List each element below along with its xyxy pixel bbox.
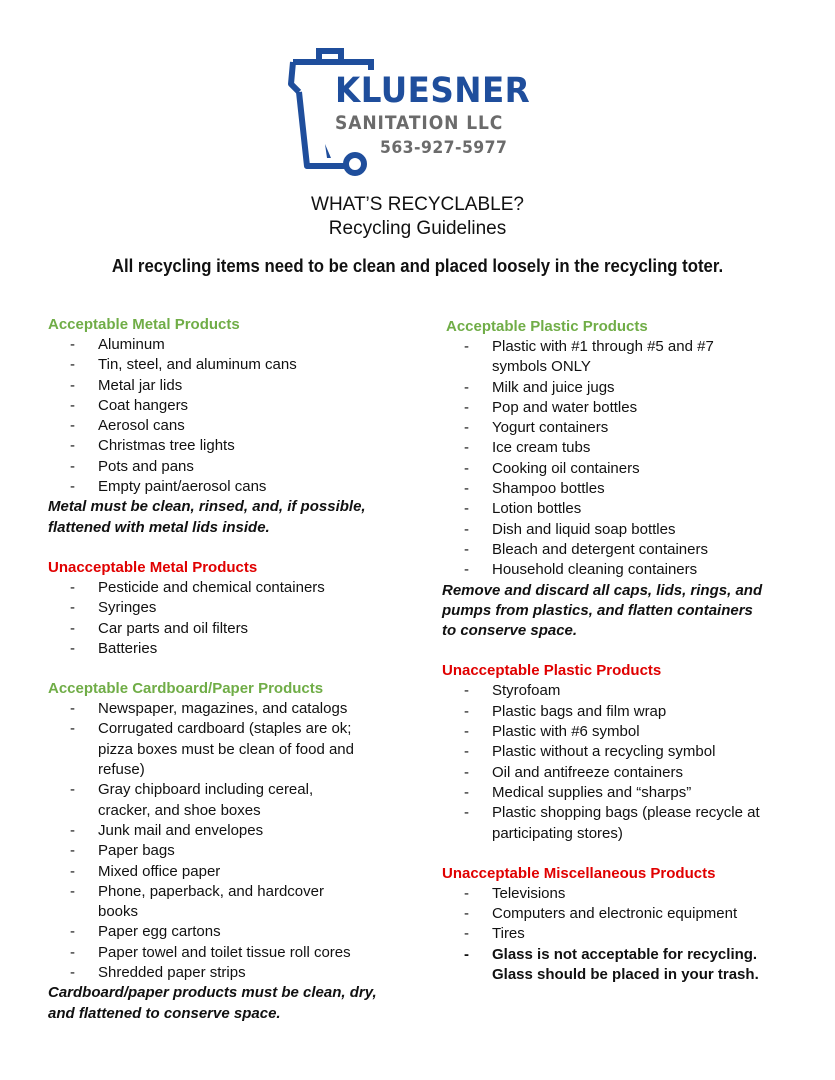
bullet-dash: - xyxy=(70,336,75,353)
list-item: - Plastic with #1 through #5 and #7 symbols ONLY xyxy=(464,338,714,376)
list-item: - Phone, paperback, and hardcover books xyxy=(70,882,324,921)
item-list xyxy=(442,337,832,581)
section-heading: Acceptable Cardboard/Paper Products xyxy=(48,680,324,698)
item-list xyxy=(48,335,438,497)
bullet-dash: - xyxy=(464,459,469,477)
bullet-dash: - xyxy=(464,561,469,579)
list-item: - Pots and pans xyxy=(48,457,438,477)
list-item: - Gray chipboard including cereal, cracker, and shoe boxes xyxy=(70,781,314,819)
bullet-dash: - xyxy=(70,457,75,475)
list-item: - Televisions xyxy=(442,884,832,904)
list-item: - Yogurt containers xyxy=(442,418,832,438)
company-logo xyxy=(287,48,552,176)
section-heading: Unacceptable Metal Products xyxy=(48,558,258,576)
list-item: - Shampoo bottles xyxy=(442,479,832,499)
list-item: - Paper egg cartons xyxy=(48,922,383,942)
list-item: - Mixed office paper xyxy=(48,862,383,882)
bullet-dash: - xyxy=(70,720,75,738)
section-acceptable-paper xyxy=(48,679,438,1024)
list-item: - Syringes xyxy=(48,598,438,618)
list-item: - Pop and water bottles xyxy=(442,398,832,418)
list-item: - Milk and juice jugs xyxy=(442,378,832,398)
bullet-dash: - xyxy=(70,396,75,414)
list-item: - Batteries xyxy=(48,639,438,659)
left-column xyxy=(48,315,438,1024)
section-unacceptable-misc xyxy=(442,864,832,985)
item-list xyxy=(442,681,832,843)
bullet-dash: - xyxy=(464,500,469,518)
list-item: - Computers and electronic equipment xyxy=(442,904,832,924)
list-item-glass-warning: - Glass is not acceptable for recycling. Glass should be placed in your trash. xyxy=(464,945,759,984)
bullet-dash: - xyxy=(70,923,75,941)
bullet-dash: - xyxy=(70,417,75,435)
bullet-dash: - xyxy=(464,763,469,781)
section-unacceptable-plastic xyxy=(442,661,832,843)
bullet-dash: - xyxy=(464,723,469,741)
list-item: - Junk mail and envelopes xyxy=(48,821,383,841)
list-item: - Bleach and detergent containers xyxy=(442,540,832,560)
bullet-dash: - xyxy=(70,478,75,496)
list-item: - Styrofoam xyxy=(442,681,832,701)
company-name: KLUESNER xyxy=(335,71,531,111)
item-list xyxy=(48,699,383,983)
bullet-dash: - xyxy=(464,439,469,457)
section-heading: Acceptable Plastic Products xyxy=(446,318,648,335)
bullet-dash: - xyxy=(70,376,75,394)
bullet-dash: - xyxy=(70,700,75,718)
bullet-dash: - xyxy=(464,945,469,963)
list-item: - Aluminum xyxy=(48,335,438,355)
bullet-dash: - xyxy=(70,356,75,374)
list-item: - Paper bags xyxy=(48,841,383,861)
section-heading: Unacceptable Plastic Products xyxy=(442,662,662,680)
list-item: - Aerosol cans xyxy=(48,416,438,436)
list-item: - Empty paint/aerosol cans xyxy=(48,477,438,497)
bullet-dash: - xyxy=(70,781,75,799)
bullet-dash: - xyxy=(464,520,469,538)
bullet-dash: - xyxy=(70,862,75,880)
list-item: - Tires xyxy=(442,924,832,944)
bullet-dash: - xyxy=(464,905,469,923)
section-acceptable-metal xyxy=(48,315,438,538)
item-list xyxy=(48,578,438,659)
bullet-dash: - xyxy=(464,398,469,416)
page-subtitle: Recycling Guidelines xyxy=(328,218,507,239)
page-title: WHAT’S RECYCLABLE? xyxy=(311,194,524,215)
section-note: Metal must be clean, rinsed, and, if possible, flattened with metal lids inside. xyxy=(48,498,366,536)
bullet-dash: - xyxy=(464,702,469,720)
list-item: - Cooking oil containers xyxy=(442,459,832,479)
bullet-dash: - xyxy=(70,964,75,982)
bullet-dash: - xyxy=(70,437,75,455)
list-item: - Ice cream tubs xyxy=(442,438,832,458)
list-item: - Dish and liquid soap bottles xyxy=(442,520,832,540)
list-item: - Plastic bags and film wrap xyxy=(442,702,832,722)
list-item: - Paper towel and toilet tissue roll cores xyxy=(48,943,383,963)
list-item: - Shredded paper strips xyxy=(48,963,383,983)
section-acceptable-plastic xyxy=(442,317,832,641)
bullet-dash: - xyxy=(464,540,469,558)
list-item: - Christmas tree lights xyxy=(48,436,438,456)
bullet-dash: - xyxy=(70,619,75,637)
section-unacceptable-metal xyxy=(48,558,438,659)
bullet-dash: - xyxy=(464,783,469,801)
bullet-dash: - xyxy=(464,419,469,437)
company-subtitle: SANITATION LLC xyxy=(335,112,504,134)
list-item: - Plastic shopping bags (please recycle at participating stores) xyxy=(464,804,760,842)
bullet-dash: - xyxy=(70,943,75,961)
list-item: - Tin, steel, and aluminum cans xyxy=(48,355,438,375)
list-item: - Plastic without a recycling symbol xyxy=(442,742,832,762)
bullet-dash: - xyxy=(464,743,469,761)
bullet-dash: - xyxy=(70,882,75,900)
list-item: - Lotion bottles xyxy=(442,499,832,519)
list-item: - Car parts and oil filters xyxy=(48,619,438,639)
list-item: - Corrugated cardboard (staples are ok; pizza boxes must be clean of food and refuse) xyxy=(70,720,354,779)
bullet-dash: - xyxy=(70,599,75,617)
right-column xyxy=(442,317,832,985)
list-item: - Plastic with #6 symbol xyxy=(442,722,832,742)
item-list xyxy=(442,884,832,985)
bullet-dash: - xyxy=(70,842,75,860)
bullet-dash: - xyxy=(70,578,75,596)
list-item: - Medical supplies and “sharps” xyxy=(442,783,832,803)
section-heading: Acceptable Metal Products xyxy=(48,316,240,333)
bullet-dash: - xyxy=(464,338,469,355)
tagline: All recycling items need to be clean and placed loosely in the recycling toter. xyxy=(111,256,724,276)
section-note: Cardboard/paper products must be clean, dry, and flattened to conserve space. xyxy=(48,984,377,1022)
bullet-dash: - xyxy=(464,925,469,943)
section-note: Remove and discard all caps, lids, rings, and pumps from plastics, and flatten containers to conserve space. xyxy=(442,581,763,640)
bullet-dash: - xyxy=(464,884,469,902)
bullet-dash: - xyxy=(464,480,469,498)
bullet-dash: - xyxy=(70,821,75,839)
list-item: - Coat hangers xyxy=(48,396,438,416)
bullet-dash: - xyxy=(464,682,469,700)
bullet-dash: - xyxy=(464,804,469,822)
list-item: - Newspaper, magazines, and catalogs xyxy=(48,699,383,719)
bullet-dash: - xyxy=(464,378,469,396)
list-item: - Metal jar lids xyxy=(48,376,438,396)
company-phone: 563-927-5977 xyxy=(380,138,508,158)
list-item: - Household cleaning containers xyxy=(442,560,832,580)
list-item: - Pesticide and chemical containers xyxy=(48,578,438,598)
section-heading: Unacceptable Miscellaneous Products xyxy=(442,864,716,882)
bullet-dash: - xyxy=(70,639,75,657)
list-item: - Oil and antifreeze containers xyxy=(442,763,832,783)
